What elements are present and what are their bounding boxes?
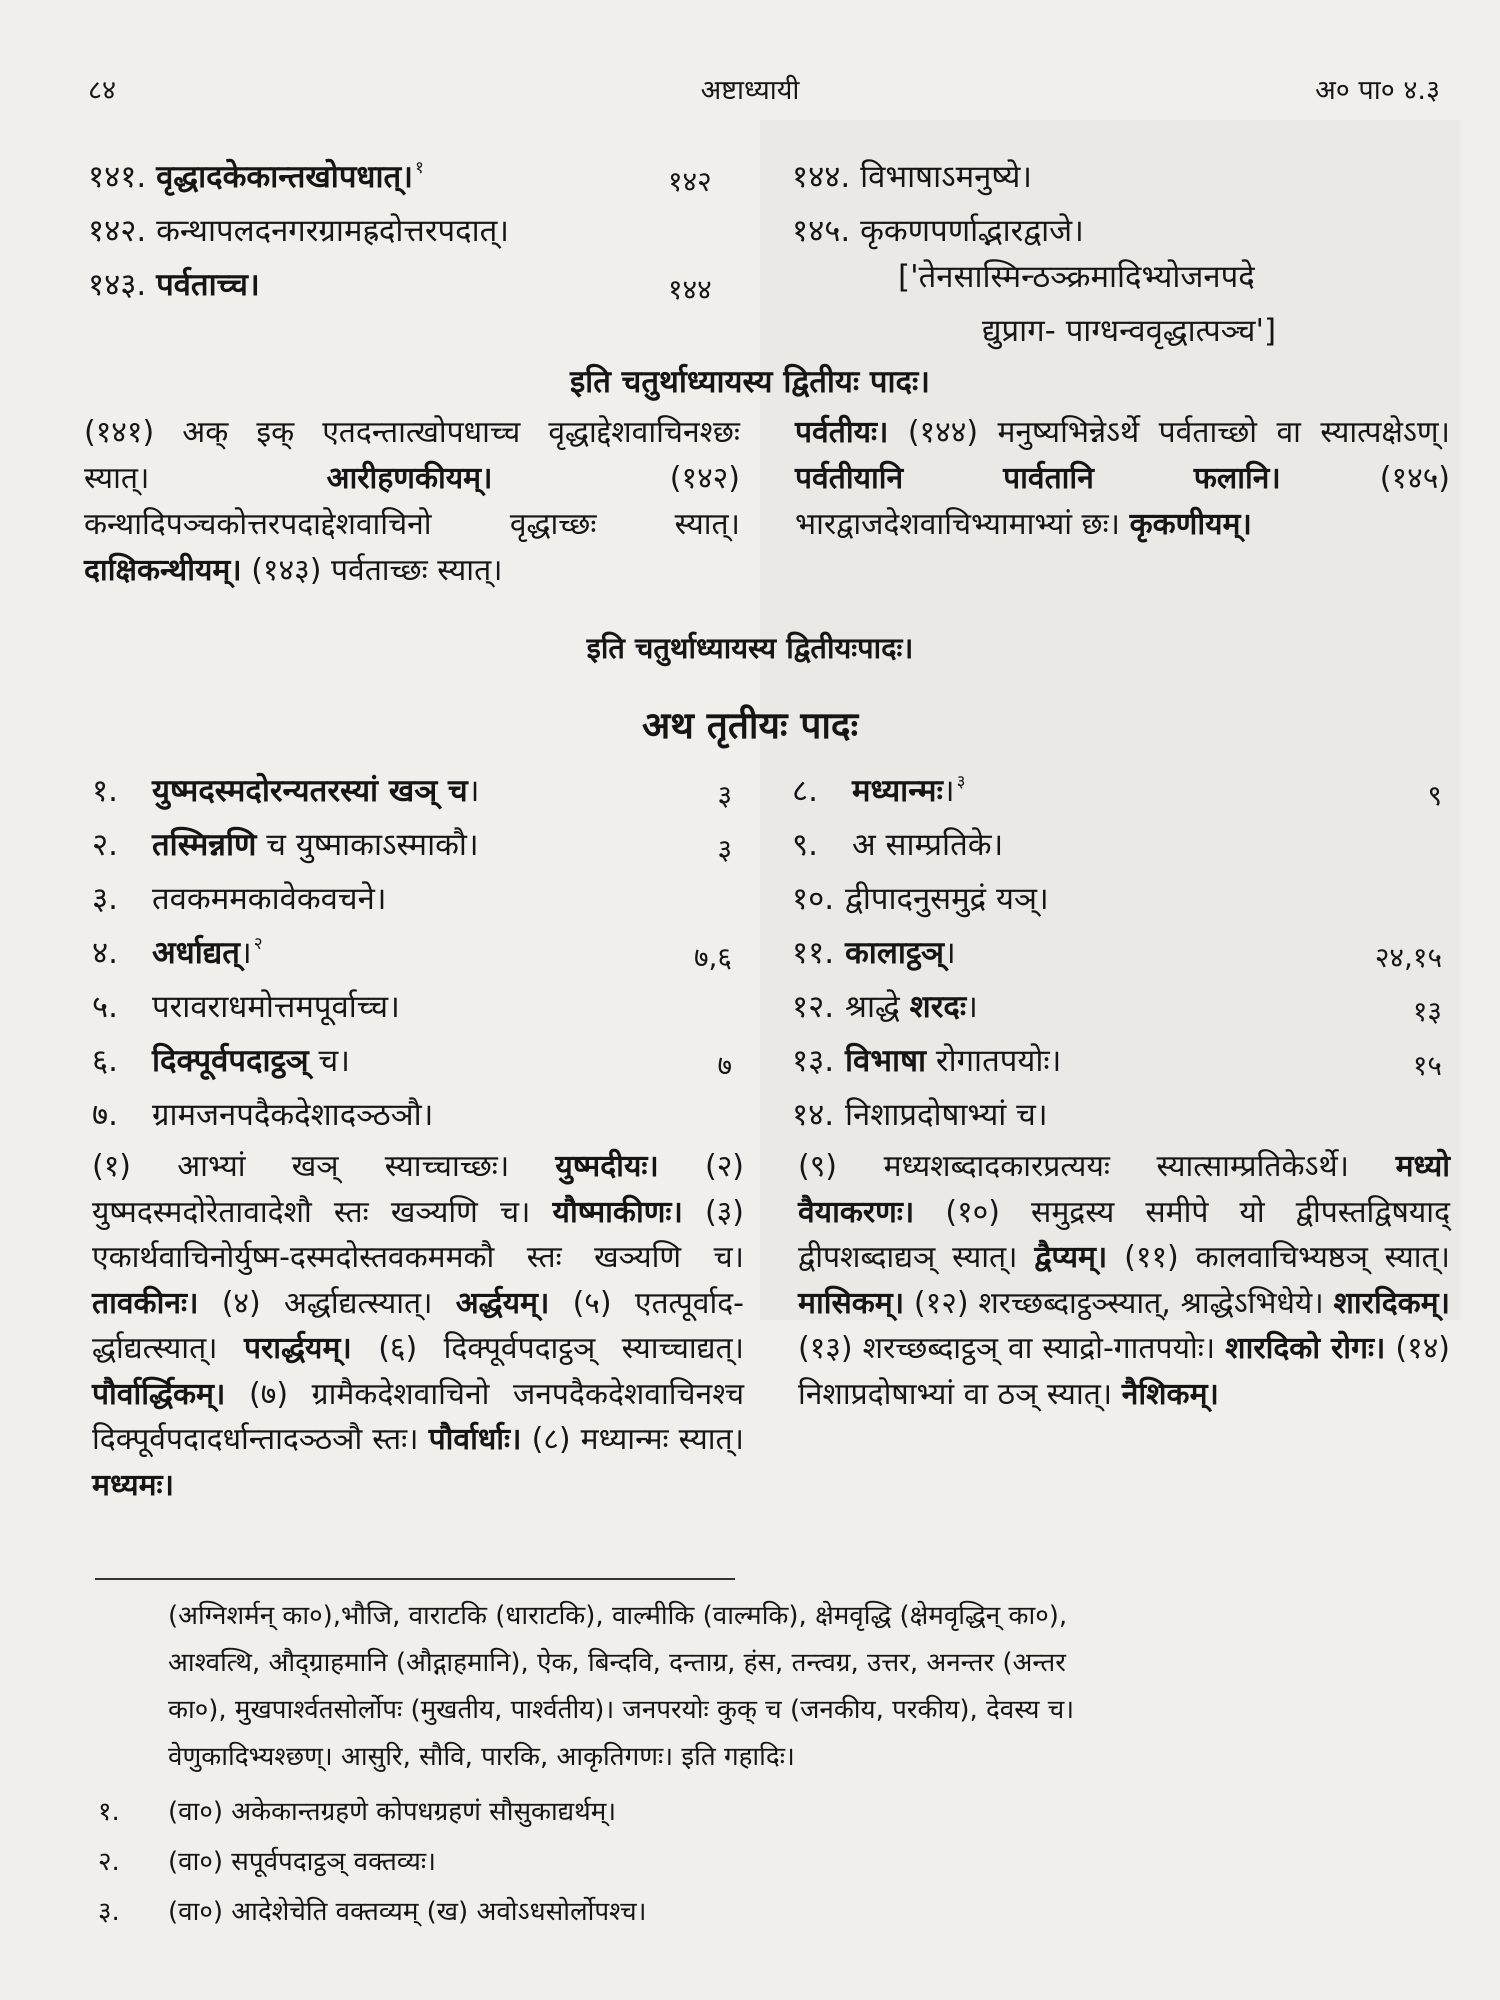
bracket-line-1: ['तेनसास्मिन्ठञ्क्रमादिभ्योजनपदे: [898, 259, 1255, 295]
sutra-line: [845, 1042, 1061, 1080]
sutra-text-bold: दिक्पूर्वपदाट्ठञ्: [152, 1043, 309, 1079]
commentary-left-1: [84, 410, 740, 594]
commentary-text: (८) मध्यान्मः स्यात्।: [521, 1422, 744, 1457]
cross-reference: ३: [717, 779, 732, 812]
commentary-text: (३) एकार्थवाचिनोर्युष्म-दस्मदोस्तवकममकौ स्तः खञ्यणि च।: [92, 1194, 744, 1275]
commentary-text: (१४) निशाप्रदोषाभ्यां वा ठञ् स्यात्।: [798, 1331, 1450, 1412]
sutra-line: [88, 266, 260, 304]
sutra-text-bold: युष्मदस्मदोरन्यतरस्यां खञ् च: [152, 773, 468, 809]
commentary-text: (१२) शरच्छब्दाट्ठञ्स्यात्, श्राद्धेऽभिधेये।: [904, 1285, 1334, 1321]
sutra-number: ४.: [92, 935, 118, 971]
sutra-line: [845, 880, 1049, 918]
sutra-number: ५.: [92, 989, 118, 1025]
example-word: मध्यमः।: [92, 1467, 174, 1503]
sutra-text: ।: [944, 935, 956, 971]
commentary-text: (१४१) अक् इक् एतदन्तात्खोपधाच्च वृद्धाद्देशवाचिनश्छः स्यात्।: [84, 415, 740, 496]
sutra-text: ग्रामजनपदैकदेशादञ्ठञौ।: [152, 1097, 434, 1133]
sutra-number: १२.: [792, 989, 835, 1025]
gana-line: वेणुकादिभ्यश्छण्। आसुरि, सौवि, पारकि, आकृतिगणः। इति गहादिः।: [168, 1742, 795, 1772]
sutra-line: [845, 1096, 1048, 1134]
chapter-reference: अ० पा० ४.३: [1315, 75, 1440, 106]
sutra-text: वृद्धादकेकान्तखोपधात्।: [156, 159, 413, 195]
sutra-text-bold: अर्धाद्यत्: [152, 935, 240, 971]
commentary-text: (१४४) मनुष्यभिन्नेऽर्थे पर्वताच्छो वा स्यात्पक्षेऽण्।: [888, 415, 1450, 450]
sutra-text: तवकममकावेकवचने।: [152, 881, 387, 917]
sutra-text: ।: [942, 773, 955, 809]
bracket-line-2: द्युप्राग- पाग्धन्ववृद्धात्पञ्च']: [982, 313, 1277, 349]
example-word: दाक्षिकन्थीयम्।: [84, 553, 242, 588]
sutra-text: च युष्माकाऽस्माकौ।: [256, 827, 479, 863]
example-word: पौर्वार्धाः।: [428, 1422, 522, 1457]
example-word: तावकीनः।: [92, 1285, 199, 1321]
example-word: शारदिको रोगः।: [1225, 1331, 1386, 1366]
sutra-text: च।: [308, 1043, 350, 1079]
cross-reference: ७: [717, 1049, 732, 1082]
commentary-text: (१४२) कन्थादिपञ्चकोत्तरपदाद्देशवाचिनो वृद्धाच्छः स्यात्।: [84, 461, 740, 542]
commentary-text: (४) अर्द्धाद्यत्स्यात्।: [198, 1285, 456, 1321]
gana-line: आश्वत्थि, औद्ग्राहमानि (औद्गाहमानि), ऐक, बिन्दवि, दन्ताग्र, हंस, तन्त्वग्र, उत्तर, अनन्तर (अन्तर: [168, 1648, 1066, 1678]
example-word: मासिकम्।: [798, 1285, 905, 1321]
sutra-text: पर्वताच्च।: [156, 267, 260, 303]
sutra-text-bold: शरदः: [909, 989, 967, 1025]
sutra-line: [88, 158, 424, 201]
cross-reference: ७,६: [693, 941, 732, 974]
commentary-text: (९) मध्यशब्दादकारप्रत्ययः स्यात्साम्प्रतिकेऽर्थे।: [798, 1149, 1396, 1184]
example-word: आरीहणकीयम्।: [326, 461, 493, 496]
commentary-text: (६) दिक्पूर्वपदाट्ठञ् स्याच्चाद्यत्।: [351, 1331, 745, 1366]
sutra-number: ६.: [92, 1043, 118, 1079]
sutra-line: [152, 880, 387, 918]
cross-reference: १५: [1412, 1049, 1442, 1082]
sutra-number: ९.: [792, 827, 818, 863]
sutra-number: १४३.: [88, 267, 157, 303]
example-word: यौष्माकीणः।: [552, 1194, 683, 1230]
sutra-text: परावराधमोत्तमपूर्वाच्च।: [152, 989, 400, 1025]
example-word: द्वैप्यम्।: [1034, 1240, 1108, 1275]
commentary-text: (१) आभ्यां खञ् स्याच्चाच्छः।: [92, 1149, 556, 1184]
sutra-text: ।: [239, 935, 252, 971]
sutra-number: १४.: [792, 1097, 835, 1133]
sutra-text: ।: [467, 773, 480, 809]
cross-reference: १४४: [668, 273, 712, 306]
commentary-left-3: [92, 1144, 744, 1508]
sutra-number: १०.: [792, 881, 835, 917]
sutra-line: [845, 988, 978, 1026]
sutra-text: निशाप्रदोषाभ्यां च।: [845, 1097, 1048, 1133]
sutra-text: द्वीपादनुसमुद्रं यञ्।: [845, 881, 1049, 917]
example-word: शारदिकम्।: [1333, 1285, 1450, 1321]
sutra-text: ।: [966, 989, 978, 1025]
sutra-line: १४४. विभाषाऽमनुष्ये।: [792, 159, 1033, 195]
example-word: कृकणीयम्।: [1129, 507, 1252, 542]
section-end-heading-1: इति चतुर्थाध्यायस्य द्वितीयः पादः।: [569, 364, 931, 400]
sutra-line: [152, 988, 400, 1026]
sutra-text-bold: विभाषा: [845, 1043, 927, 1079]
sutra-number: ३.: [92, 881, 118, 917]
sutra-text-bold: तस्मिन्नणि: [152, 827, 257, 863]
sutra-line: [152, 772, 479, 810]
sutra-number: २.: [92, 827, 118, 863]
sutra-line: [152, 1042, 350, 1080]
cross-reference: ९: [1427, 779, 1442, 812]
cross-reference: २४,१५: [1374, 941, 1442, 974]
example-word: नैशिकम्।: [1121, 1376, 1219, 1412]
sutra-line: [152, 1096, 433, 1134]
sutra-number: १३.: [792, 1043, 835, 1079]
example-word: पर्वतीयः।: [795, 415, 889, 450]
commentary-text: (१४५) भारद्वाजदेशवाचिभ्यामाभ्यां छः।: [795, 461, 1450, 542]
footnote-number: ३.: [98, 1897, 120, 1927]
sutra-text: अ साम्प्रतिके।: [852, 827, 1004, 863]
section-end-heading-2: इति चतुर्थाध्यायस्य द्वितीयःपादः।: [586, 631, 914, 665]
sutra-number: १४२.: [88, 213, 157, 249]
sutra-line: [152, 826, 479, 864]
footnote-number: २.: [98, 1847, 120, 1877]
sutra-line: [852, 772, 965, 815]
sutra-line: [852, 826, 1003, 864]
footnote-rule: [95, 1578, 735, 1580]
sutra-text-bold: मध्यान्मः: [852, 773, 943, 809]
sutra-number: ८.: [792, 773, 818, 809]
sutra-line: १४५. कृकणपर्णाद्भारद्वाजे।: [792, 213, 1084, 249]
footnote-number: १.: [98, 1797, 120, 1827]
footnote-text: (वा०) अकेकान्तग्रहणे कोपधग्रहणं सौसुकाद्यर्थम्।: [168, 1797, 617, 1827]
commentary-text: (१४३) पर्वताच्छः स्यात्।: [241, 553, 503, 588]
example-word: अर्द्धयम्।: [455, 1285, 550, 1321]
footnote-marker: १: [414, 158, 424, 178]
commentary-right-1: [795, 410, 1450, 548]
sutra-number: ११.: [792, 935, 835, 971]
gana-line: (अग्निशर्मन् का०),भौजि, वाराटकि (धाराटकि), वाल्मीकि (वाल्मकि), क्षेमवृद्धि (क्षेमवृद्धिन् का०),: [168, 1601, 1068, 1631]
commentary-text: (१३) शरच्छब्दाट्ठञ् वा स्याद्रो-गातपयोः।: [798, 1331, 1226, 1366]
sutra-line: [845, 934, 956, 972]
commentary-text: (१०) समुद्रस्य समीपे यो द्वीपस्तद्विषयाद् द्वीपशब्दाद्यञ् स्यात्।: [798, 1194, 1450, 1275]
sutra-line: [152, 934, 263, 977]
example-word: मध्यो वैयाकरणः।: [798, 1149, 1450, 1230]
running-title: अष्टाध्यायी: [700, 75, 800, 106]
commentary-text: (११) कालवाचिभ्यष्ठञ् स्यात्।: [1107, 1240, 1450, 1275]
sutra-text-bold: कालाट्ठञ्: [845, 935, 945, 971]
sutra-text: कन्थापलदनगरग्रामह्रदोत्तरपदात्।: [156, 213, 510, 249]
sutra-number: १.: [92, 773, 118, 809]
sutra-line: [88, 212, 509, 250]
example-word: पर्वतीयानि पार्वतानि फलानि।: [795, 461, 1281, 496]
commentary-text: (२) युष्मदस्मदोरेतावादेशौ स्तः खञ्यणि च।: [92, 1149, 744, 1230]
commentary-text: (७) ग्रामैकदेशवाचिनो जनपदैकदेशवाचिनश्च दिक्पूर्वपदादर्धान्तादञ्ठञौ स्तः।: [92, 1376, 744, 1457]
cross-reference: ३: [717, 833, 732, 866]
footnote-text: (वा०) सपूर्वपदाट्ठञ् वक्तव्यः।: [168, 1847, 436, 1877]
sutra-number: १४१.: [88, 159, 157, 195]
cross-reference: १४२: [668, 165, 712, 198]
example-word: पौर्वार्द्धिकम्।: [92, 1376, 226, 1412]
sutra-number: ७.: [92, 1097, 118, 1133]
cross-reference: १३: [1412, 995, 1442, 1028]
example-word: युष्मदीयः।: [555, 1149, 659, 1184]
example-word: परार्द्धयम्।: [244, 1331, 352, 1366]
sutra-text: रोगातपयोः।: [926, 1043, 1062, 1079]
commentary-text: (५) एतत्पूर्वाद-र्द्धाद्यत्स्यात्।: [92, 1285, 744, 1366]
footnote-marker: ३: [956, 772, 966, 792]
sutra-text: श्राद्धे: [845, 989, 910, 1025]
footnote-text: (वा०) आदेशेचेति वक्तव्यम् (ख) अवोऽधसोर्लोपश्च।: [168, 1897, 647, 1927]
gana-line: का०), मुखपार्श्वतसोर्लोपः (मुखतीय, पार्श्वतीय)। जनपरयोः कुक् च (जनकीय, परकीय), देवस्य च।: [168, 1695, 1075, 1725]
page-number: ८४: [88, 75, 117, 106]
section-heading: अथ तृतीयः पादः: [641, 704, 859, 747]
footnote-marker: २: [253, 934, 263, 954]
commentary-right-3: [798, 1144, 1450, 1417]
